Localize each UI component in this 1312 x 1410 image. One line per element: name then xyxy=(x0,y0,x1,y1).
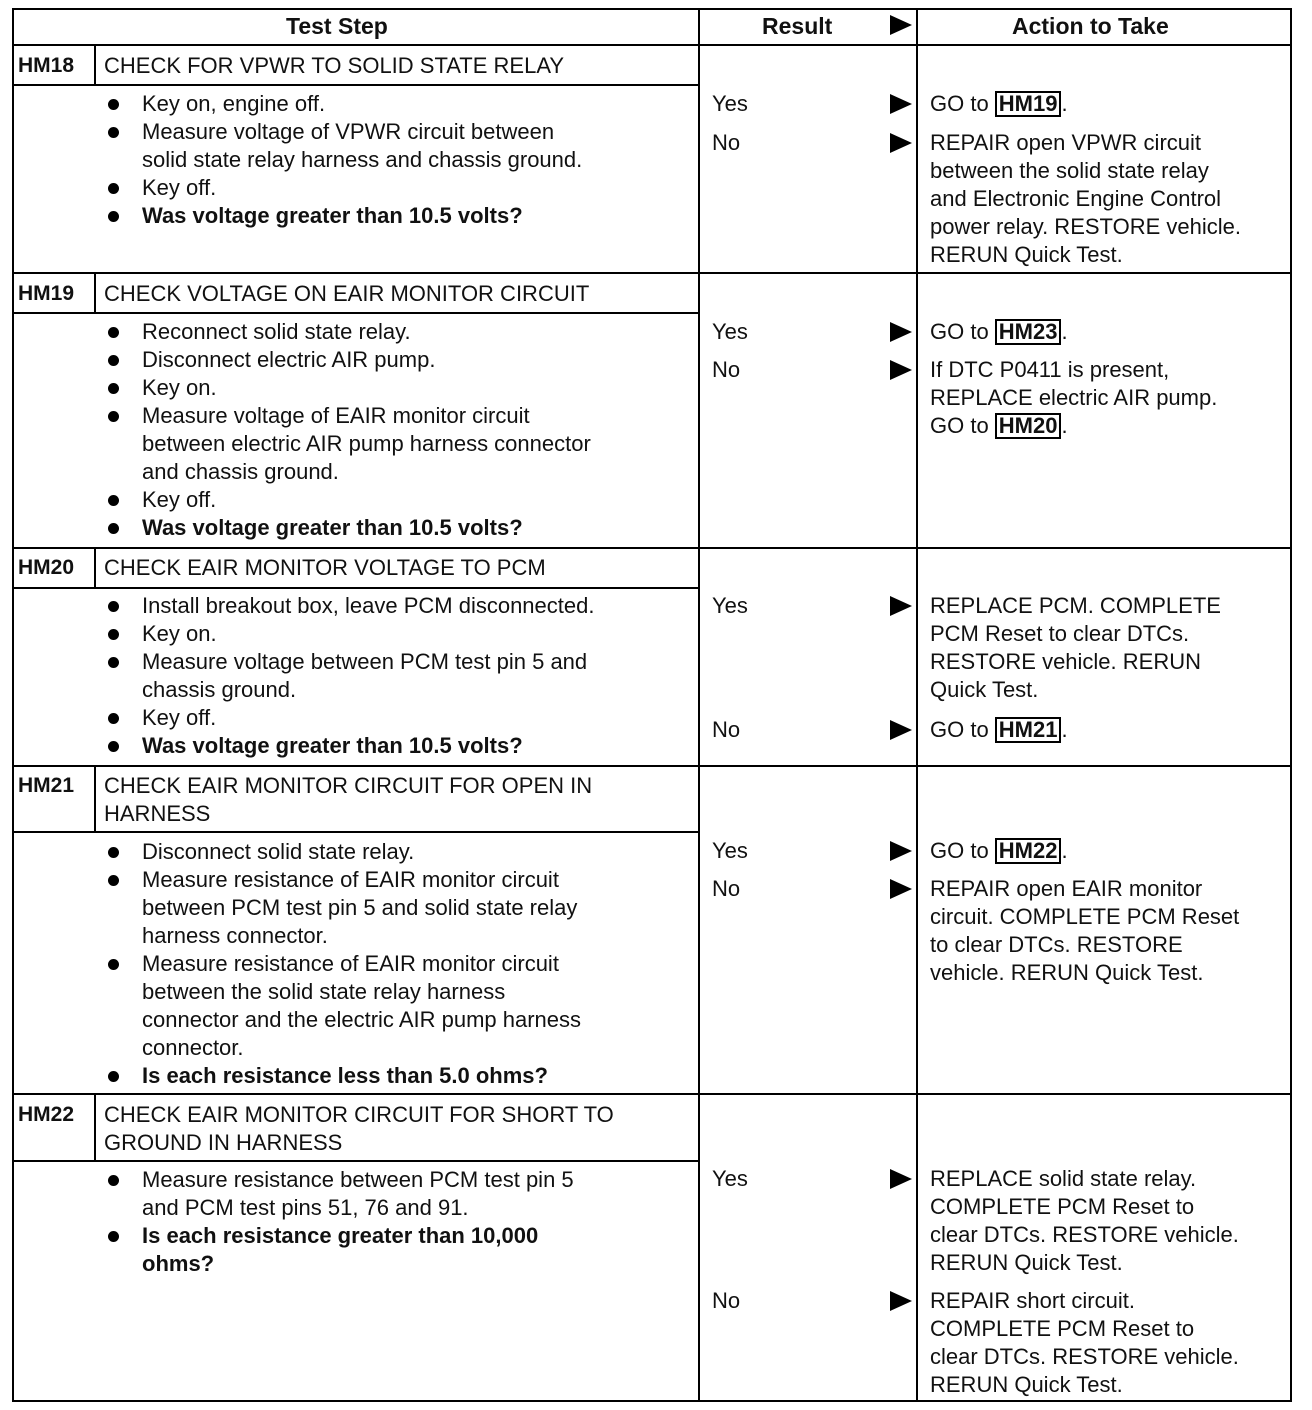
bullet-icon xyxy=(108,741,119,752)
result-no: No xyxy=(712,717,741,742)
action-goto xyxy=(930,837,1068,865)
step-reference-link[interactable]: HM19 xyxy=(995,91,1062,117)
result-column-divider xyxy=(698,8,700,1402)
result-yes: Yes xyxy=(712,319,748,344)
step-instruction: between electric AIR pump harness connector xyxy=(142,431,591,456)
bullet-icon xyxy=(108,183,119,194)
header-test-step: Test Step xyxy=(286,13,388,39)
result-arrow-icon xyxy=(890,94,912,114)
step-instruction: and chassis ground. xyxy=(142,459,339,484)
result-arrow-icon xyxy=(890,1291,912,1311)
action-text: and Electronic Engine Control xyxy=(930,186,1222,211)
section-bottom-rule xyxy=(12,765,1292,767)
result-arrow-icon xyxy=(890,133,912,153)
step-id: HM19 xyxy=(18,282,75,305)
step-instruction: Measure voltage between PCM test pin 5 and xyxy=(142,649,588,674)
bullet-icon xyxy=(108,411,119,422)
action-goto-text: GO to xyxy=(930,413,995,438)
action-text: circuit. COMPLETE PCM Reset xyxy=(930,904,1240,929)
step-instruction: Was voltage greater than 10.5 volts? xyxy=(142,203,523,228)
action-goto xyxy=(930,412,1068,440)
bullet-icon xyxy=(108,629,119,640)
action-text: COMPLETE PCM Reset to xyxy=(930,1194,1195,1219)
step-instruction: and PCM test pins 51, 76 and 91. xyxy=(142,1195,469,1220)
action-text: REPAIR open EAIR monitor xyxy=(930,876,1203,901)
step-instruction: Key off. xyxy=(142,705,217,730)
step-instruction: Was voltage greater than 10.5 volts? xyxy=(142,733,523,758)
action-text: PCM Reset to clear DTCs. xyxy=(930,621,1190,646)
step-title: CHECK EAIR MONITOR CIRCUIT FOR OPEN IN xyxy=(104,773,593,798)
step-instruction: Key on, engine off. xyxy=(142,91,326,116)
step-title: CHECK EAIR MONITOR CIRCUIT FOR SHORT TO xyxy=(104,1102,614,1127)
bullet-icon xyxy=(108,1231,119,1242)
section-bottom-rule xyxy=(12,1093,1292,1095)
step-reference-link[interactable]: HM21 xyxy=(995,717,1062,743)
bullet-icon xyxy=(108,523,119,534)
bullet-icon xyxy=(108,495,119,506)
step-instruction: Is each resistance greater than 10,000 xyxy=(142,1223,539,1248)
rule xyxy=(12,44,1292,46)
header-result: Result xyxy=(762,13,833,39)
header-action: Action to Take xyxy=(1012,13,1169,39)
action-goto-text: GO to xyxy=(930,319,995,344)
action-text: REPLACE solid state relay. xyxy=(930,1166,1197,1191)
result-arrow-icon xyxy=(890,596,912,616)
action-text: RERUN Quick Test. xyxy=(930,1372,1123,1397)
action-punctuation: . xyxy=(1061,717,1068,742)
action-text: Quick Test. xyxy=(930,677,1039,702)
result-arrow-icon xyxy=(890,360,912,380)
step-instruction: Measure voltage of EAIR monitor circuit xyxy=(142,403,530,428)
step-title-rule xyxy=(12,831,700,833)
step-instruction: between the solid state relay harness xyxy=(142,979,506,1004)
step-instruction: Disconnect solid state relay. xyxy=(142,839,415,864)
step-id: HM22 xyxy=(18,1103,75,1126)
action-text: REPAIR short circuit. xyxy=(930,1288,1135,1313)
bullet-icon xyxy=(108,875,119,886)
step-title-rule xyxy=(12,312,700,314)
action-text: If DTC P0411 is present, xyxy=(930,357,1170,382)
step-instruction: connector and the electric AIR pump harness xyxy=(142,1007,582,1032)
bullet-icon xyxy=(108,383,119,394)
action-text: vehicle. RERUN Quick Test. xyxy=(930,960,1204,985)
bullet-icon xyxy=(108,127,119,138)
step-instruction: chassis ground. xyxy=(142,677,297,702)
bullet-icon xyxy=(108,959,119,970)
action-text: power relay. RESTORE vehicle. xyxy=(930,214,1241,239)
step-instruction: Measure resistance of EAIR monitor circuit xyxy=(142,867,559,892)
action-goto-text: GO to xyxy=(930,91,995,116)
action-punctuation: . xyxy=(1061,91,1068,116)
step-instruction: Measure voltage of VPWR circuit between xyxy=(142,119,555,144)
step-instruction: Was voltage greater than 10.5 volts? xyxy=(142,515,523,540)
result-yes: Yes xyxy=(712,838,748,863)
result-arrow-icon xyxy=(890,841,912,861)
step-title-rule xyxy=(12,84,700,86)
action-text: clear DTCs. RESTORE vehicle. xyxy=(930,1344,1239,1369)
step-instruction: Key off. xyxy=(142,175,217,200)
result-arrow-icon xyxy=(890,720,912,740)
step-reference-link[interactable]: HM22 xyxy=(995,838,1062,864)
table-left-edge xyxy=(12,8,14,1402)
step-instruction: Key on. xyxy=(142,375,217,400)
action-text: COMPLETE PCM Reset to xyxy=(930,1316,1195,1341)
step-instruction: solid state relay harness and chassis ground. xyxy=(142,147,583,172)
rule xyxy=(12,8,1292,10)
step-id: HM18 xyxy=(18,54,75,77)
action-column-divider xyxy=(916,8,918,1402)
action-text: RERUN Quick Test. xyxy=(930,1250,1123,1275)
action-text: RERUN Quick Test. xyxy=(930,242,1123,267)
step-title-rule xyxy=(12,1160,700,1162)
bullet-icon xyxy=(108,327,119,338)
header-arrow-icon xyxy=(890,15,912,35)
step-instruction: Reconnect solid state relay. xyxy=(142,319,411,344)
step-title: CHECK VOLTAGE ON EAIR MONITOR CIRCUIT xyxy=(104,281,590,306)
step-instruction: ohms? xyxy=(142,1251,215,1276)
step-title: CHECK FOR VPWR TO SOLID STATE RELAY xyxy=(104,53,565,78)
bullet-icon xyxy=(108,355,119,366)
step-title: HARNESS xyxy=(104,801,211,826)
step-title-rule xyxy=(12,587,700,589)
action-punctuation: . xyxy=(1061,413,1068,438)
action-text: clear DTCs. RESTORE vehicle. xyxy=(930,1222,1239,1247)
bullet-icon xyxy=(108,99,119,110)
action-text: REPAIR open VPWR circuit xyxy=(930,130,1202,155)
bullet-icon xyxy=(108,1071,119,1082)
step-id-divider xyxy=(94,765,96,833)
action-goto xyxy=(930,318,1068,346)
step-reference-link[interactable]: HM20 xyxy=(995,413,1062,439)
action-text: REPLACE PCM. COMPLETE xyxy=(930,593,1221,618)
step-reference-link[interactable]: HM23 xyxy=(995,319,1062,345)
step-instruction: Key off. xyxy=(142,487,217,512)
step-instruction: Disconnect electric AIR pump. xyxy=(142,347,436,372)
step-id-divider xyxy=(94,547,96,589)
result-no: No xyxy=(712,357,741,382)
bullet-icon xyxy=(108,847,119,858)
result-yes: Yes xyxy=(712,1166,748,1191)
action-goto xyxy=(930,90,1068,118)
action-goto xyxy=(930,716,1068,744)
result-arrow-icon xyxy=(890,1169,912,1189)
step-id: HM20 xyxy=(18,556,75,579)
action-text: to clear DTCs. RESTORE xyxy=(930,932,1183,957)
step-instruction: Measure resistance between PCM test pin 5 xyxy=(142,1167,574,1192)
step-instruction: Is each resistance less than 5.0 ohms? xyxy=(142,1063,548,1088)
table-right-edge xyxy=(1290,8,1292,1402)
step-title: CHECK EAIR MONITOR VOLTAGE TO PCM xyxy=(104,555,546,580)
step-id-divider xyxy=(94,44,96,86)
action-goto-text: GO to xyxy=(930,838,995,863)
action-goto-text: GO to xyxy=(930,717,995,742)
result-arrow-icon xyxy=(890,322,912,342)
step-instruction: Measure resistance of EAIR monitor circuit xyxy=(142,951,559,976)
action-punctuation: . xyxy=(1061,838,1068,863)
step-title: GROUND IN HARNESS xyxy=(104,1130,343,1155)
result-no: No xyxy=(712,876,741,901)
result-no: No xyxy=(712,1288,741,1313)
result-yes: Yes xyxy=(712,91,748,116)
action-punctuation: . xyxy=(1061,319,1068,344)
step-id-divider xyxy=(94,1093,96,1162)
result-arrow-icon xyxy=(890,879,912,899)
action-text: REPLACE electric AIR pump. xyxy=(930,385,1218,410)
bullet-icon xyxy=(108,1175,119,1186)
bullet-icon xyxy=(108,657,119,668)
step-instruction: Install breakout box, leave PCM disconnected. xyxy=(142,593,595,618)
result-yes: Yes xyxy=(712,593,748,618)
section-bottom-rule xyxy=(12,1400,1292,1402)
step-instruction: connector. xyxy=(142,1035,244,1060)
step-instruction: between PCM test pin 5 and solid state relay xyxy=(142,895,578,920)
bullet-icon xyxy=(108,601,119,612)
step-instruction: harness connector. xyxy=(142,923,328,948)
action-text: RESTORE vehicle. RERUN xyxy=(930,649,1201,674)
step-id: HM21 xyxy=(18,774,75,797)
result-no: No xyxy=(712,130,741,155)
bullet-icon xyxy=(108,211,119,222)
section-bottom-rule xyxy=(12,547,1292,549)
step-id-divider xyxy=(94,272,96,314)
section-bottom-rule xyxy=(12,272,1292,274)
action-text: between the solid state relay xyxy=(930,158,1209,183)
step-instruction: Key on. xyxy=(142,621,217,646)
bullet-icon xyxy=(108,713,119,724)
